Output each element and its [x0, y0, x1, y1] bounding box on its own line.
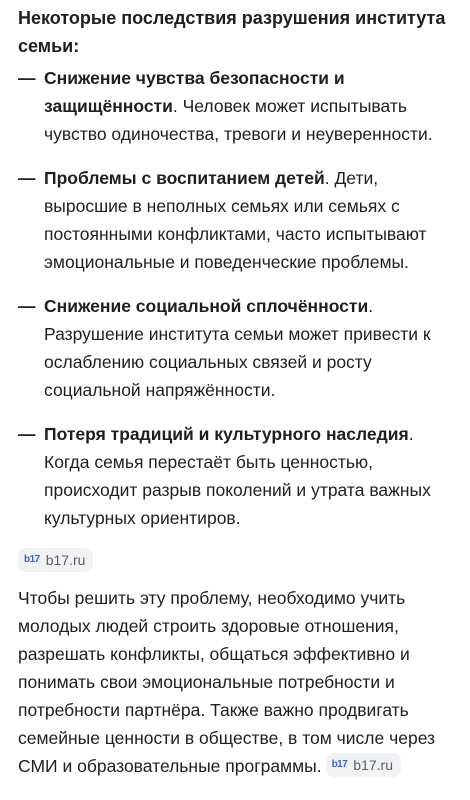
conclusion-paragraph	[18, 584, 456, 780]
list-item-title: Снижение социальной сплочённости	[44, 296, 369, 316]
list-item-title: Потеря традиций и культурного наследия	[44, 424, 409, 444]
consequences-list	[18, 64, 452, 548]
list-item-text: . Дети, выросшие в неполных семьях или семьях с постоянными конфликтами, часто испытывают эмоциональные и поведенческие проблемы.	[44, 168, 427, 272]
list-item	[18, 420, 452, 532]
list-dash: —	[18, 168, 36, 188]
b17-logo-icon: b17	[24, 554, 40, 565]
source-link-b17[interactable]	[18, 548, 93, 572]
list-dash: —	[18, 68, 36, 88]
b17-logo-icon: b17	[331, 759, 348, 771]
list-dash: —	[18, 296, 36, 316]
source-label: b17.ru	[353, 757, 393, 774]
section-heading: Некоторые последствия разрушения института семьи:	[18, 8, 446, 56]
list-item	[18, 292, 452, 404]
list-item	[18, 164, 452, 276]
list-item-title: Снижение чувства безопасности и защищённости	[44, 68, 345, 116]
source-link-b17-inline[interactable]	[326, 753, 401, 777]
list-item	[18, 64, 452, 148]
list-dash: —	[18, 424, 36, 444]
list-item-text: . Когда семья перестаёт быть ценностью, происходит разрыв поколений и утрата важных культурных ориентиров.	[44, 424, 431, 528]
list-item-text: . Человек может испытывать чувство одиночества, тревоги и неуверенности.	[44, 96, 433, 144]
list-item-title: Проблемы с воспитанием детей	[44, 168, 325, 188]
list-item-text: . Разрушение института семьи может привести к ослаблению социальных связей и росту социальной напряжённости.	[44, 296, 431, 400]
conclusion-text: Чтобы решить эту проблему, необходимо учить молодых людей строить здоровые отношения, разрешать конфликты, общаться эффективно и понимать свои эмоциональные потребности и потребности партнёра. Также важно продвигать семейные ценности в обществе, в том числе через СМИ и образовательные программы.	[18, 588, 436, 776]
source-label: b17.ru	[45, 552, 86, 568]
